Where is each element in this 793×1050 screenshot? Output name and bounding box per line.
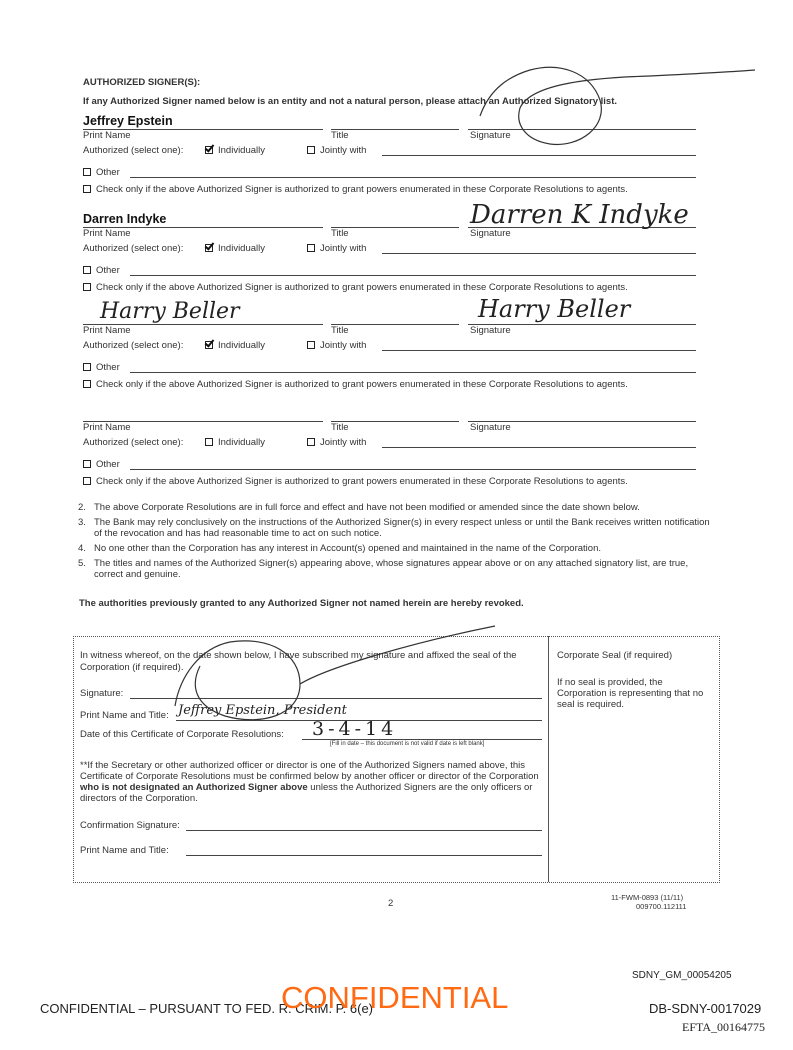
jointly-option[interactable]	[307, 437, 366, 448]
grant-powers-option[interactable]	[83, 184, 628, 195]
revocation-statement: The authorities previously granted to any Authorized Signer not named herein are hereby revoked.	[79, 598, 524, 609]
section-title: AUTHORIZED SIGNER(S):	[83, 77, 201, 88]
bates-number-2: DB-SDNY-0017029	[649, 1001, 762, 1016]
signer-name: Darren Indyke	[83, 212, 167, 226]
grant-powers-checkbox[interactable]	[83, 477, 91, 485]
title-line[interactable]	[331, 129, 459, 130]
witness-print-name-label: Print Name and Title:	[80, 710, 169, 721]
other-option[interactable]	[83, 167, 120, 178]
jointly-label: Jointly with	[320, 145, 367, 156]
grant-powers-option[interactable]	[83, 379, 628, 390]
handwritten-signature: Darren K Indyke	[470, 200, 689, 230]
other-option[interactable]	[83, 362, 120, 373]
grant-powers-label: Check only if the above Authorized Signer is authorized to grant powers enumerated in these Corporate Resolutions to agents.	[96, 282, 628, 293]
bates-number: SDNY_GM_00054205	[632, 970, 732, 981]
efta-number: EFTA_00164775	[682, 1020, 766, 1034]
individually-checkbox[interactable]	[205, 438, 213, 446]
title-caption: Title	[331, 422, 349, 433]
signature-caption: Signature	[470, 130, 511, 141]
term-number: 3.	[78, 517, 86, 528]
witness-signature-mark	[170, 606, 500, 756]
term-item	[78, 543, 718, 554]
other-checkbox[interactable]	[83, 363, 91, 371]
form-code: 11-FWM-0893 (11/11)	[611, 893, 684, 902]
jointly-checkbox[interactable]	[307, 146, 315, 154]
witness-print-name-value: Jeffrey Epstein, President	[178, 703, 347, 718]
individually-label: Individually	[218, 437, 265, 448]
other-label: Other	[96, 459, 120, 470]
secretary-note-bold: who is not designated an Authorized Signer above	[80, 782, 308, 793]
jointly-with-line[interactable]	[382, 447, 696, 448]
jointly-label: Jointly with	[320, 340, 367, 351]
confidential-stamp: CONFIDENTIAL	[281, 980, 509, 1015]
corporate-seal-label: Corporate Seal (if required)	[557, 650, 673, 661]
individually-checkbox[interactable]	[205, 146, 213, 154]
confirmation-signature-label: Confirmation Signature:	[80, 820, 180, 831]
other-line[interactable]	[130, 177, 696, 178]
witness-text: In witness whereof, on the date shown below, I have subscribed my signature and affixed the seal of the Corporation (if required).	[80, 650, 517, 673]
jointly-with-line[interactable]	[382, 350, 696, 351]
term-number: 5.	[78, 558, 86, 569]
jointly-with-line[interactable]	[382, 253, 696, 254]
entity-instruction: If any Authorized Signer named below is an entity and not a natural person, please attach an Authorized Signatory list.	[83, 96, 618, 107]
grant-powers-checkbox[interactable]	[83, 283, 91, 291]
seal-note: If no seal is provided, the Corporation is representing that no seal is required.	[557, 677, 704, 710]
term-item	[78, 502, 718, 513]
other-option[interactable]	[83, 265, 120, 276]
print-name-caption: Print Name	[83, 228, 131, 239]
other-line[interactable]	[130, 469, 696, 470]
other-checkbox[interactable]	[83, 266, 91, 274]
print-name-caption: Print Name	[83, 130, 131, 141]
title-line[interactable]	[331, 421, 459, 422]
date-label: Date of this Certificate of Corporate Resolutions:	[80, 729, 284, 740]
confirmation-signature-line[interactable]	[186, 830, 542, 831]
seal-divider	[548, 636, 549, 882]
individually-option[interactable]	[205, 437, 265, 448]
title-line[interactable]	[331, 324, 459, 325]
date-value: 3-4-14	[312, 718, 398, 740]
jointly-checkbox[interactable]	[307, 438, 315, 446]
authorized-select-label: Authorized (select one):	[83, 340, 184, 351]
grant-powers-checkbox[interactable]	[83, 380, 91, 388]
jointly-option[interactable]	[307, 340, 366, 351]
term-item	[78, 517, 718, 539]
print-name-caption: Print Name	[83, 325, 131, 336]
individually-checkbox[interactable]	[205, 341, 213, 349]
title-caption: Title	[331, 228, 349, 239]
signer-name: Jeffrey Epstein	[83, 114, 173, 128]
grant-powers-label: Check only if the above Authorized Signer is authorized to grant powers enumerated in these Corporate Resolutions to agents.	[96, 379, 628, 390]
authorized-select-label: Authorized (select one):	[83, 145, 184, 156]
jointly-option[interactable]	[307, 145, 366, 156]
confirmation-print-name-label: Print Name and Title:	[80, 845, 169, 856]
signature-loop-mark	[470, 58, 760, 158]
title-caption: Title	[331, 130, 349, 141]
secretary-note-part-2: unless the Authorized Signers are the only officers or directors of the Corporation.	[80, 782, 533, 804]
grant-powers-label: Check only if the above Authorized Signer is authorized to grant powers enumerated in these Corporate Resolutions to agents.	[96, 476, 628, 487]
other-label: Other	[96, 265, 120, 276]
handwritten-signature: Harry Beller	[478, 295, 631, 323]
jointly-label: Jointly with	[320, 437, 367, 448]
witness-signature-label: Signature:	[80, 688, 124, 699]
jointly-checkbox[interactable]	[307, 244, 315, 252]
signer-name-handwritten: Harry Beller	[100, 299, 240, 324]
individually-checkbox[interactable]	[205, 244, 213, 252]
grant-powers-label: Check only if the above Authorized Signer is authorized to grant powers enumerated in these Corporate Resolutions to agents.	[96, 184, 628, 195]
jointly-option[interactable]	[307, 243, 366, 254]
signature-caption: Signature	[470, 228, 511, 239]
print-name-caption: Print Name	[83, 422, 131, 433]
other-line[interactable]	[130, 372, 696, 373]
signature-caption: Signature	[470, 422, 511, 433]
other-label: Other	[96, 362, 120, 373]
confidential-notice: CONFIDENTIAL – PURSUANT TO FED. R. CRIM. P. 6(e)	[40, 1001, 374, 1016]
authorized-select-label: Authorized (select one):	[83, 243, 184, 254]
term-item	[78, 558, 718, 580]
grant-powers-option[interactable]	[83, 282, 628, 293]
jointly-checkbox[interactable]	[307, 341, 315, 349]
term-text: The above Corporate Resolutions are in full force and effect and have not been modified or amended since the date shown below.	[94, 502, 640, 513]
individually-option[interactable]	[205, 145, 265, 156]
individually-label: Individually	[218, 340, 265, 351]
individually-label: Individually	[218, 145, 265, 156]
grant-powers-checkbox[interactable]	[83, 185, 91, 193]
other-checkbox[interactable]	[83, 460, 91, 468]
authorized-select-label: Authorized (select one):	[83, 437, 184, 448]
other-label: Other	[96, 167, 120, 178]
term-text: The Bank may rely conclusively on the instructions of the Authorized Signer(s) in every respect unless or until the Bank receives written notification of the revocation and has had reasonable time to act on such notice.	[94, 517, 710, 539]
page-number: 2	[388, 898, 394, 909]
individually-option[interactable]	[205, 243, 265, 254]
other-option[interactable]	[83, 459, 120, 470]
term-number: 4.	[78, 543, 86, 554]
secretary-note	[80, 760, 542, 804]
jointly-label: Jointly with	[320, 243, 367, 254]
title-line[interactable]	[331, 227, 459, 228]
term-number: 2.	[78, 502, 86, 513]
secretary-note-part-1: **If the Secretary or other authorized officer or director is one of the Authorized Signers named above, this Certificate of Corporate Resolutions must be confirmed below by another officer or director of the Corporation	[80, 760, 539, 782]
term-text: No one other than the Corporation has any interest in Account(s) opened and maintained in the name of the Corporation.	[94, 543, 601, 554]
individually-option[interactable]	[205, 340, 265, 351]
other-checkbox[interactable]	[83, 168, 91, 176]
title-caption: Title	[331, 325, 349, 336]
form-code-2: 009700.112111	[636, 902, 687, 911]
individually-label: Individually	[218, 243, 265, 254]
confirmation-print-name-line[interactable]	[186, 855, 542, 856]
terms-list	[78, 502, 718, 584]
other-line[interactable]	[130, 275, 696, 276]
signature-caption: Signature	[470, 325, 511, 336]
term-text: The titles and names of the Authorized Signer(s) appearing above, whose signatures appear above or on any attached signatory list, are true, correct and genuine.	[94, 558, 689, 580]
date-note: [Fill in date – this document is not valid if date is left blank]	[330, 741, 485, 747]
grant-powers-option[interactable]	[83, 476, 628, 487]
